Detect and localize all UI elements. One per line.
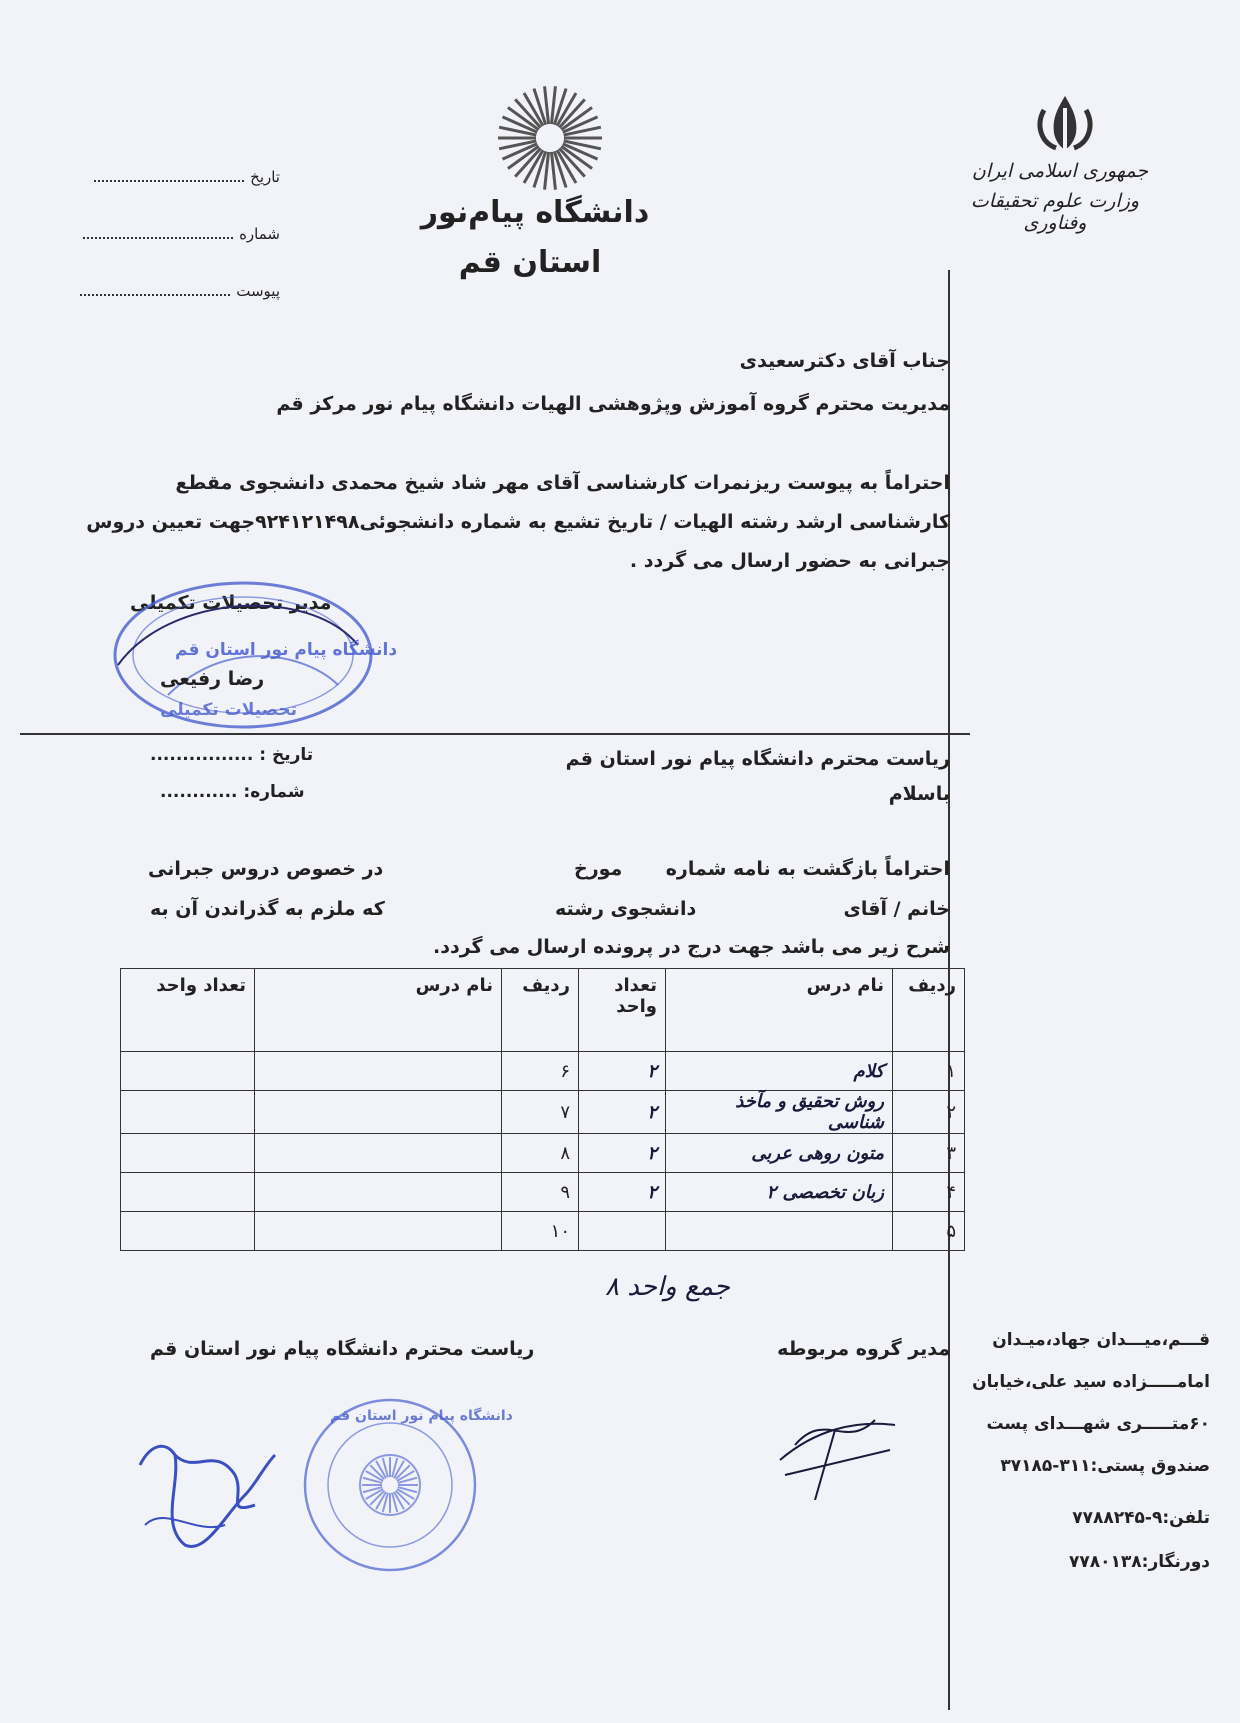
meta-number-dots [83, 237, 233, 239]
meta-number [30, 225, 280, 243]
letter1-salutation: جناب آقای دکترسعیدی [739, 350, 950, 372]
republic-title: جمهوری اسلامی ایران [971, 160, 1149, 182]
oval-stamp-text: دانشگاه پیام نور استان قم [175, 640, 398, 660]
total-units-note: جمع واحد ۸ [605, 1272, 730, 1302]
course-name: متون روهی عربی [666, 1134, 893, 1173]
col-units1: تعداد واحد [579, 969, 666, 1052]
course-name: کلام [666, 1052, 893, 1091]
fax: دورنگار:۷۷۸۰۱۳۸ [1069, 1552, 1210, 1572]
course-units: ۲ [579, 1091, 666, 1134]
row-number: ۴ [893, 1173, 965, 1212]
course-units-right [121, 1052, 255, 1091]
col-row1: ردیف [893, 969, 965, 1052]
table-row [121, 1212, 965, 1251]
university-name: دانشگاه پیام‌نور [420, 195, 650, 230]
university-province: استان قم [458, 245, 602, 280]
university-logo [490, 78, 610, 198]
group-manager-title: مدیر گروه مربوطه [777, 1338, 950, 1360]
table-row [121, 1134, 965, 1173]
meta-attachment [30, 282, 280, 300]
course-name: روش تحقیق و مآخذ شناسی [666, 1091, 893, 1134]
letter2-greeting: باسلام [888, 783, 950, 805]
round-stamp-text: دانشگاه پیام نور استان قم [330, 1408, 513, 1424]
row-number-right: ۹ [502, 1173, 579, 1212]
course-name-right [255, 1173, 502, 1212]
iran-emblem-icon [1030, 88, 1100, 158]
course-units: ۲ [579, 1052, 666, 1091]
letter2-line2-b: دانشجوی رشته [555, 898, 697, 920]
address-line-3: ۶۰متـــــری شهـــدای پست [986, 1414, 1210, 1434]
course-units-right [121, 1134, 255, 1173]
row-number: ۲ [893, 1091, 965, 1134]
course-units-right [121, 1173, 255, 1212]
col-course1: نام درس [666, 969, 893, 1052]
address-line-1: قـــم،میـــدان جهاد،میـدان [992, 1330, 1210, 1350]
col-course2: نام درس [255, 969, 502, 1052]
letter2-line3: شرح زیر می باشد جهت درج در پرونده ارسال می گردد. [433, 936, 950, 958]
course-name [666, 1212, 893, 1251]
ministry-title: وزارت علوم تحقیقات وفناوری [970, 190, 1140, 234]
letter2-line1-b: مورخ [574, 858, 623, 880]
letter1-body-line1: احتراماً به پیوست ریزنمرات کارشناسی آقای مهر شاد شیخ محمدی دانشجوی مقطع [175, 472, 950, 494]
group-manager-signature [775, 1390, 910, 1500]
course-name-right [255, 1091, 502, 1134]
presidency-title: ریاست محترم دانشگاه پیام نور استان قم [150, 1338, 535, 1360]
presidency-signature-stamp [135, 1405, 285, 1565]
table-header-row [121, 969, 965, 1052]
letter1-body-line2: کارشناسی ارشد رشته الهیات / تاریخ تشیع به شماره دانشجوئی۹۲۴۱۲۱۴۹۸جهت تعیین دروس [86, 511, 950, 533]
table-row [121, 1052, 965, 1091]
letter1-signer-title: مدیر تحصیلات تکمیلی [130, 592, 332, 614]
meta-date-label: تاریخ [250, 168, 280, 186]
meta-number-label: شماره [239, 225, 280, 243]
table-row [121, 1091, 965, 1134]
course-name: زبان تخصصی ۲ [666, 1173, 893, 1212]
meta-attachment-label: پیوست [236, 282, 280, 300]
col-row2: ردیف [502, 969, 579, 1052]
row-number-right: ۸ [502, 1134, 579, 1173]
letter2-line1-c: در خصوص دروس جبرانی [148, 858, 384, 880]
address-line-2: امامـــــزاده سید علی،خیابان [972, 1372, 1210, 1392]
letter1-body-line3: جبرانی به حضور ارسال می گردد . [629, 550, 950, 572]
row-number: ۱ [893, 1052, 965, 1091]
course-name-right [255, 1052, 502, 1091]
row-number: ۵ [893, 1212, 965, 1251]
course-units-right [121, 1091, 255, 1134]
row-number-right: ۶ [502, 1052, 579, 1091]
meta-date-dots [94, 180, 244, 182]
phone: تلفن:۹-۷۷۸۸۲۴۵ [1072, 1508, 1210, 1528]
col-units2: تعداد واحد [121, 969, 255, 1052]
row-number: ۳ [893, 1134, 965, 1173]
course-units-right [121, 1212, 255, 1251]
letter1-recipient: مدیریت محترم گروه آموزش وپژوهشی الهیات دانشگاه پیام نور مرکز قم [276, 393, 950, 415]
course-name-right [255, 1212, 502, 1251]
table-row [121, 1173, 965, 1212]
letter1-signer-name: رضا رفیعی [160, 668, 265, 690]
letter2-line2-a: خانم / آقای [843, 898, 950, 920]
course-units: ۲ [579, 1134, 666, 1173]
course-units: ۲ [579, 1173, 666, 1212]
letter2-number: شماره: ............ [160, 782, 305, 802]
row-number-right: ۷ [502, 1091, 579, 1134]
meta-date [30, 168, 280, 186]
letter2-line1-a: احتراماً بازگشت به نامه شماره [665, 858, 950, 880]
letter2-date: تاریخ : ................ [150, 745, 314, 765]
row-number-right: ۱۰ [502, 1212, 579, 1251]
course-units [579, 1212, 666, 1251]
oval-stamp-dept: تحصیلات تکمیلی [160, 700, 297, 720]
letter2-recipient: ریاست محترم دانشگاه پیام نور استان قم [565, 748, 950, 770]
meta-attachment-dots [80, 294, 230, 296]
letter2-line2-c: که ملزم به گذراندن آن به [150, 898, 385, 920]
address-line-4: صندوق پستی:۳۱۱-۳۷۱۸۵ [1000, 1456, 1210, 1476]
course-name-right [255, 1134, 502, 1173]
courses-table [120, 968, 965, 1251]
